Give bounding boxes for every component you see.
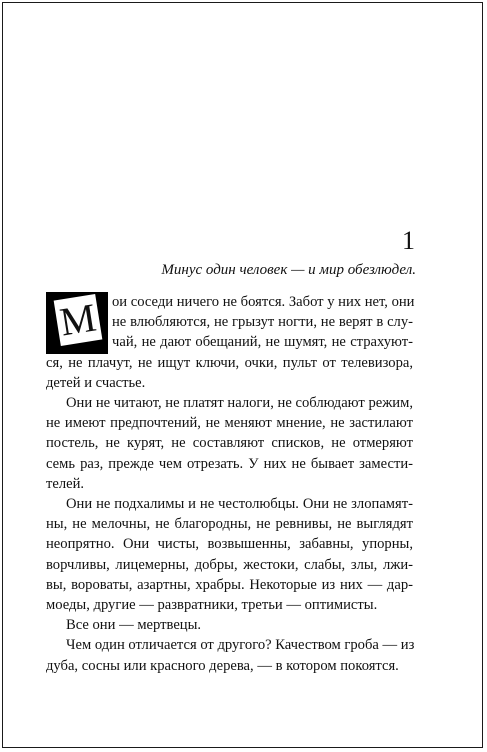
text-line: Все они — мертвецы.: [66, 617, 202, 634]
text-line: ворчливы, лицемерны, добры, жестоки, слабы, злы, лжи-: [46, 556, 413, 573]
chapter-number: 1: [402, 226, 415, 255]
text-line: моеды, другие — развратники, третьи — оптимисты.: [46, 597, 378, 614]
body-text: [46, 292, 413, 676]
text-line: Они не читают, не платят налоги, не соблюдают режим,: [66, 395, 413, 412]
text-line: не влюбляются, не грызут ногти, не верят в слу-: [112, 314, 413, 331]
text-line: вы, вороваты, азартны, храбры. Некоторые из них — дар-: [46, 576, 413, 593]
text-line: ои соседи ничего не боятся. Забот у них нет, они: [112, 294, 415, 310]
text-line: ны, не мелочны, не благородны, не ревнивы, не выглядят: [46, 516, 413, 533]
chapter-epigraph: Минус один человек — и мир обезлюдел.: [161, 262, 416, 278]
drop-cap-letter: М: [56, 294, 100, 345]
text-line: дуба, сосны или красного дерева, — в котором покоятся.: [46, 657, 399, 674]
drop-cap: [46, 292, 108, 354]
text-line: чай, не дают обещаний, не шумят, не страхуют-: [112, 334, 413, 351]
text-line: неопрятно. Они чисты, возвышенны, забавны, упорны,: [46, 536, 413, 553]
text-line: не имеют предпочтений, не меняют мнение, не застилают: [46, 415, 413, 432]
text-line: ся, не плачут, не ищут ключи, очки, пульт от телевизора,: [46, 354, 413, 371]
text-line: Они не подхалимы и не честолюбцы. Они не злопамят-: [66, 496, 413, 513]
drop-cap-tile: [54, 294, 103, 346]
text-line: телей.: [46, 475, 85, 492]
text-line: детей и счастье.: [46, 374, 146, 391]
text-line: Чем один отличается от другого? Качеством гроба — из: [66, 637, 415, 654]
text-line: семь раз, прежде чем отрезать. У них не бывает замести-: [46, 455, 413, 472]
text-line: постель, не курят, не составляют списков, не отмеряют: [46, 435, 413, 452]
